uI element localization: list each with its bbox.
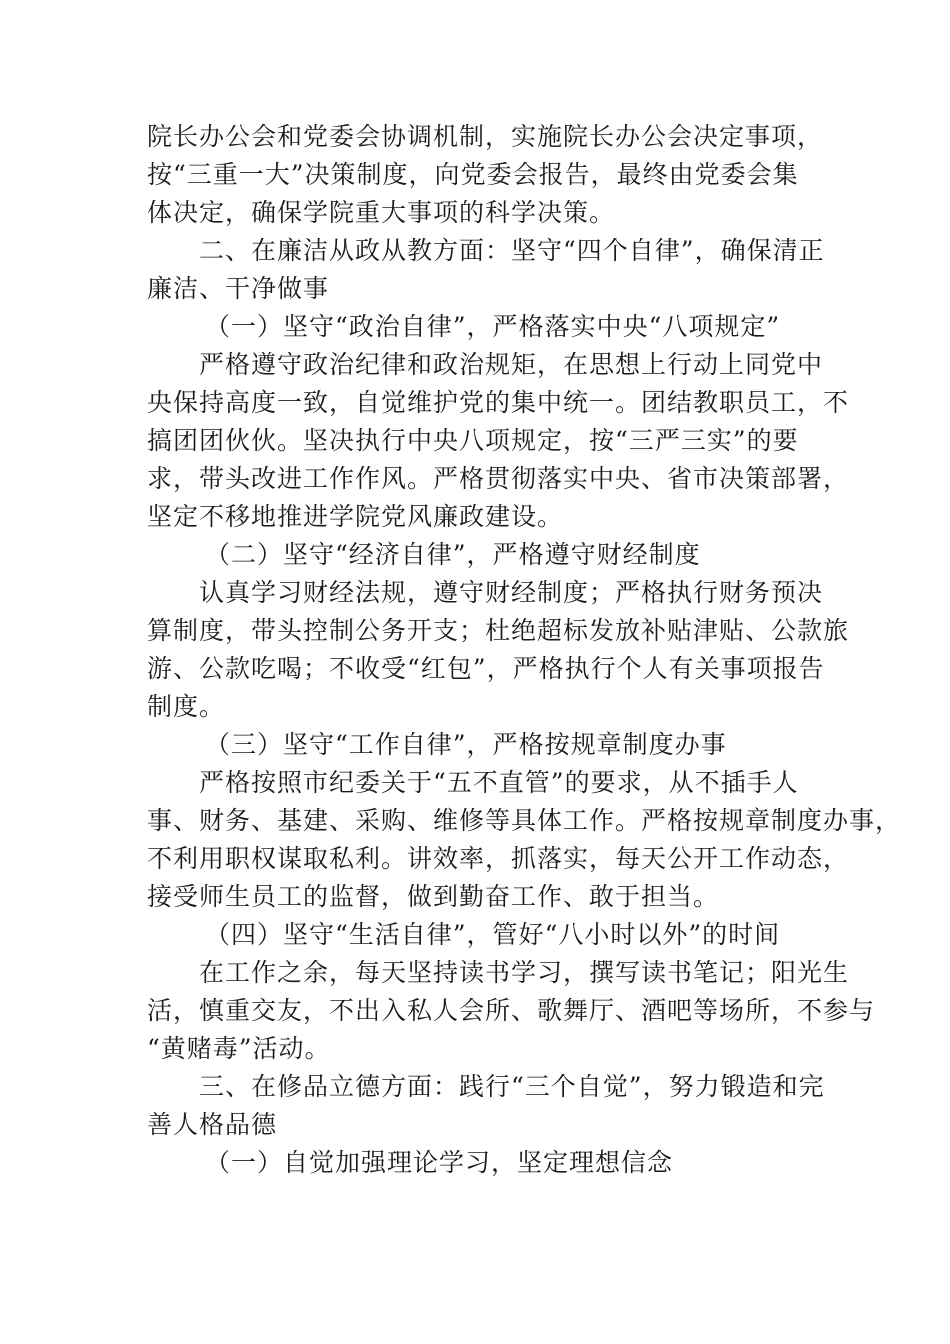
section-heading-cont: 廉洁、干净做事 <box>147 274 330 303</box>
body-line: 认真学习财经法规，遵守财经制度；严格执行财务预决 <box>199 578 824 607</box>
body-line: “黄赌毒”活动。 <box>147 1034 331 1063</box>
body-line: 央保持高度一致，自觉维护党的集中统一。团结教职员工，不 <box>147 388 850 417</box>
body-line: 接受师生员工的监督，做到勤奋工作、敢于担当。 <box>147 882 720 911</box>
body-line: 坚定不移地推进学院党风廉政建设。 <box>147 502 564 531</box>
body-line: 按“三重一大”决策制度，向党委会报告，最终由党委会集 <box>147 160 799 189</box>
body-line: 在工作之余，每天坚持读书学习，撰写读书笔记；阳光生 <box>199 958 850 987</box>
body-line: 严格遵守政治纪律和政治规矩，在思想上行动上同党中 <box>199 350 824 379</box>
subsection-heading: （一）坚守“政治自律”，严格落实中央“八项规定” <box>205 312 781 341</box>
body-line: 活，慎重交友，不出入私人会所、歌舞厅、酒吧等场所，不参与 <box>147 996 876 1025</box>
section-heading: 三、在修品立德方面：践行“三个自觉”，努力锻造和完 <box>199 1072 825 1101</box>
body-line: 严格按照市纪委关于“五不直管”的要求，从不插手人 <box>199 768 799 797</box>
subsection-heading: （四）坚守“生活自律”，管好“八小时以外”的时间 <box>205 920 781 949</box>
body-line: 不利用职权谋取私利。讲效率，抓落实，每天公开工作动态， <box>147 844 850 873</box>
subsection-heading: （二）坚守“经济自律”，严格遵守财经制度 <box>205 540 701 569</box>
body-line: 搞团团伙伙。坚决执行中央八项规定，按“三严三实”的要 <box>147 426 799 455</box>
body-line: 求，带头改进工作作风。严格贯彻落实中央、省市决策部署， <box>147 464 850 493</box>
body-line: 游、公款吃喝；不收受“红包”，严格执行个人有关事项报告 <box>147 654 825 683</box>
body-line: 体决定，确保学院重大事项的科学决策。 <box>147 198 616 227</box>
body-line: 院长办公会和党委会协调机制，实施院长办公会决定事项， <box>147 122 824 151</box>
body-line: 事、财务、基建、采购、维修等具体工作。严格按规章制度办事， <box>147 806 902 835</box>
body-line: 制度。 <box>147 692 226 721</box>
body-line: 算制度，带头控制公务开支；杜绝超标发放补贴津贴、公款旅 <box>147 616 850 645</box>
section-heading-cont: 善人格品德 <box>147 1110 278 1139</box>
subsection-heading: （三）坚守“工作自律”，严格按规章制度办事 <box>205 730 727 759</box>
subsection-heading: （一）自觉加强理论学习，坚定理想信念 <box>205 1148 674 1177</box>
section-heading: 二、在廉洁从政从教方面：坚守“四个自律”，确保清正 <box>199 236 825 265</box>
document-body <box>147 118 902 1182</box>
